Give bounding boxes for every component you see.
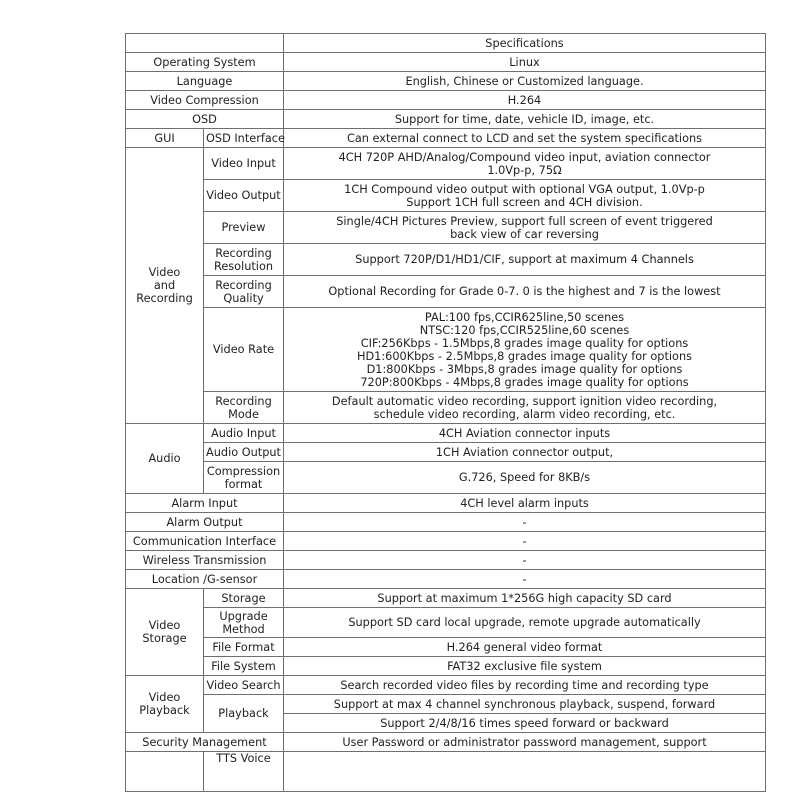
- video-search-label: Video Search: [204, 676, 284, 695]
- value-line: Default automatic video recording, support ignition video recording,: [331, 394, 718, 408]
- language-value: English, Chinese or Customized language.: [284, 72, 766, 91]
- value-line: 720P:800Kbps - 4Mbps,8 grades image quality for options: [360, 375, 689, 389]
- location-gsensor-value: -: [284, 570, 766, 589]
- playback-value-1: Support at max 4 channel synchronous playback, suspend, forward: [284, 695, 766, 714]
- label-line: format: [224, 477, 263, 491]
- table-row: [126, 129, 766, 148]
- osd-label: OSD: [126, 110, 284, 129]
- table-row: [126, 608, 766, 638]
- communication-interface-value: -: [284, 532, 766, 551]
- table-row: [126, 53, 766, 72]
- label-line: Upgrade: [219, 609, 268, 623]
- playback-value-2: Support 2/4/8/16 times speed forward or backward: [284, 714, 766, 733]
- label-line: Method: [222, 622, 265, 636]
- alarm-output-label: Alarm Output: [126, 513, 284, 532]
- wireless-transmission-label: Wireless Transmission: [126, 551, 284, 570]
- specifications-table: [125, 33, 766, 792]
- label-line: Mode: [228, 407, 259, 421]
- tts-value: [284, 752, 766, 792]
- upgrade-method-label: [204, 608, 284, 638]
- value-line: D1:800Kbps - 3Mbps,8 grades image quality for options: [366, 362, 683, 376]
- video-rate-value: [284, 308, 766, 392]
- group-label-line: Playback: [139, 704, 190, 717]
- alarm-input-label: Alarm Input: [126, 494, 284, 513]
- table-row: [126, 513, 766, 532]
- communication-interface-label: Communication Interface: [126, 532, 284, 551]
- alarm-output-value: -: [284, 513, 766, 532]
- playback-label: Playback: [204, 695, 284, 733]
- label-line: Quality: [223, 291, 264, 305]
- file-format-value: H.264 general video format: [284, 638, 766, 657]
- location-gsensor-label: Location /G-sensor: [126, 570, 284, 589]
- table-row: [126, 244, 766, 276]
- audio-output-value: 1CH Aviation connector output,: [284, 443, 766, 462]
- video-storage-group-label: [126, 589, 204, 676]
- wireless-transmission-value: -: [284, 551, 766, 570]
- tts-group-cell: [126, 752, 204, 792]
- table-row: [126, 551, 766, 570]
- recording-resolution-label: [204, 244, 284, 276]
- audio-output-label: Audio Output: [204, 443, 284, 462]
- value-line: Single/4CH Pictures Preview, support full screen of event triggered: [336, 214, 713, 228]
- label-line: Recording: [215, 278, 272, 292]
- audio-group-label: Audio: [126, 424, 204, 494]
- table-row: [126, 638, 766, 657]
- compression-format-value: G.726, Speed for 8KB/s: [284, 462, 766, 494]
- audio-input-label: Audio Input: [204, 424, 284, 443]
- security-management-label: Security Management: [126, 733, 284, 752]
- storage-label: Storage: [204, 589, 284, 608]
- table-row: [126, 657, 766, 676]
- table-row: [126, 676, 766, 695]
- label-line: Compression: [206, 464, 281, 478]
- preview-value: [284, 212, 766, 244]
- video-compression-value: H.264: [284, 91, 766, 110]
- table-row: [126, 443, 766, 462]
- value-line: NTSC:120 fps,CCIR525line,60 scenes: [419, 323, 630, 337]
- table-row: [126, 91, 766, 110]
- osd-interface-value: Can external connect to LCD and set the system specifications: [284, 129, 766, 148]
- osd-interface-label: OSD Interface: [204, 129, 284, 148]
- table-row: [126, 424, 766, 443]
- header-blank-cell: [126, 34, 284, 53]
- video-output-value: [284, 180, 766, 212]
- value-line: back view of car reversing: [450, 227, 599, 241]
- group-label-line: Video: [148, 691, 181, 704]
- os-label: Operating System: [126, 53, 284, 72]
- compression-format-label: [204, 462, 284, 494]
- table-row: [126, 462, 766, 494]
- recording-mode-label: [204, 392, 284, 424]
- table-row: [126, 148, 766, 180]
- video-recording-group-label: [126, 148, 204, 424]
- recording-quality-value: Optional Recording for Grade 0-7. 0 is the highest and 7 is the lowest: [284, 276, 766, 308]
- group-label-line: Video: [148, 619, 181, 632]
- table-row: [126, 110, 766, 129]
- video-output-label: Video Output: [204, 180, 284, 212]
- upgrade-method-value: Support SD card local upgrade, remote upgrade automatically: [284, 608, 766, 638]
- video-rate-label: Video Rate: [204, 308, 284, 392]
- group-label-line: Video: [148, 266, 181, 279]
- video-input-label: Video Input: [204, 148, 284, 180]
- table-row: [126, 695, 766, 714]
- value-line: Support 1CH full screen and 4CH division.: [406, 195, 643, 209]
- group-label-line: and: [153, 279, 176, 292]
- video-input-value: [284, 148, 766, 180]
- table-row: [126, 392, 766, 424]
- os-value: Linux: [284, 53, 766, 72]
- language-label: Language: [126, 72, 284, 91]
- spec-sheet: [125, 33, 721, 800]
- table-row: [126, 589, 766, 608]
- value-line: 4CH 720P AHD/Analog/Compound video input, aviation connector: [338, 150, 711, 164]
- value-line: schedule video recording, alarm video recording, etc.: [373, 407, 676, 421]
- storage-value: Support at maximum 1*256G high capacity SD card: [284, 589, 766, 608]
- label-line: Resolution: [213, 259, 274, 273]
- spec-header: Specifications: [284, 34, 766, 53]
- gui-label: GUI: [126, 129, 204, 148]
- file-system-label: File System: [204, 657, 284, 676]
- video-search-value: Search recorded video files by recording time and recording type: [284, 676, 766, 695]
- table-row: [126, 570, 766, 589]
- recording-resolution-value: Support 720P/D1/HD1/CIF, support at maximum 4 Channels: [284, 244, 766, 276]
- file-format-label: File Format: [204, 638, 284, 657]
- table-row: [126, 72, 766, 91]
- table-row: [126, 180, 766, 212]
- table-row: [126, 733, 766, 752]
- label-line: Recording: [215, 394, 272, 408]
- tts-voice-label: TTS Voice: [204, 752, 284, 792]
- header-row: [126, 34, 766, 53]
- value-line: 1CH Compound video output with optional VGA output, 1.0Vp-p: [344, 182, 705, 196]
- group-label-line: Storage: [142, 632, 187, 645]
- value-line: PAL:100 fps,CCIR625line,50 scenes: [424, 310, 625, 324]
- video-playback-group-label: [126, 676, 204, 733]
- value-line: HD1:600Kbps - 2.5Mbps,8 grades image quality for options: [356, 349, 693, 363]
- preview-label: Preview: [204, 212, 284, 244]
- video-compression-label: Video Compression: [126, 91, 284, 110]
- table-row: [126, 308, 766, 392]
- security-management-value: User Password or administrator password management, support: [284, 733, 766, 752]
- recording-mode-value: [284, 392, 766, 424]
- file-system-value: FAT32 exclusive file system: [284, 657, 766, 676]
- value-line: CIF:256Kbps - 1.5Mbps,8 grades image quality for options: [360, 336, 689, 350]
- recording-quality-label: [204, 276, 284, 308]
- table-row: [126, 494, 766, 513]
- osd-value: Support for time, date, vehicle ID, image, etc.: [284, 110, 766, 129]
- table-row: [126, 752, 766, 792]
- audio-input-value: 4CH Aviation connector inputs: [284, 424, 766, 443]
- group-label-line: Recording: [136, 292, 193, 305]
- table-row: [126, 532, 766, 551]
- value-line: 1.0Vp-p, 75Ω: [487, 163, 562, 177]
- label-line: Recording: [215, 246, 272, 260]
- alarm-input-value: 4CH level alarm inputs: [284, 494, 766, 513]
- table-row: [126, 212, 766, 244]
- table-row: [126, 276, 766, 308]
